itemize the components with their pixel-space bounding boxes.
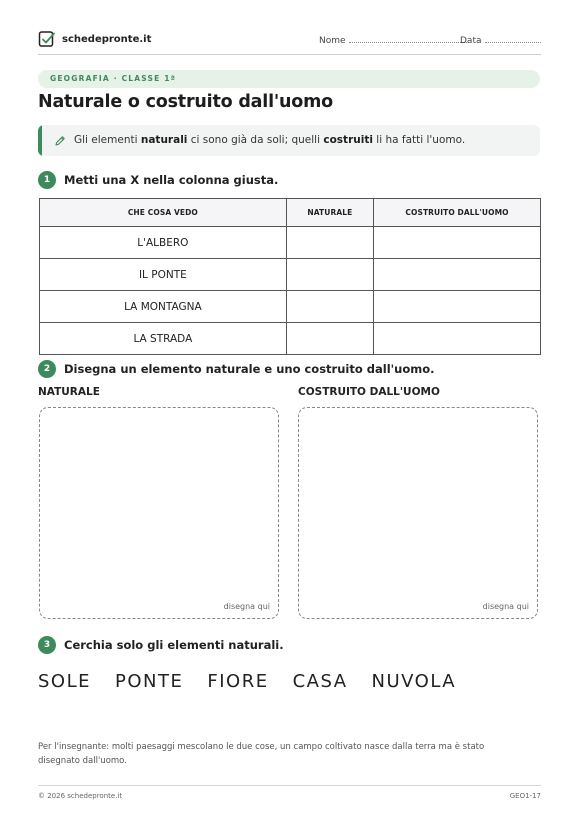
- subject-label: GEOGRAFIA · CLASSE 1ª: [50, 74, 177, 83]
- draw-hint: disegna qui: [223, 602, 270, 611]
- subject-pill: [38, 70, 540, 88]
- date-line: [485, 34, 541, 43]
- section-3-heading: [38, 636, 284, 654]
- table-row: [40, 291, 541, 323]
- word-item[interactable]: FIORE: [207, 671, 269, 692]
- note-text: Gli elementi naturali ci sono già da soli; quelli costruiti li ha fatti l'uomo.: [74, 134, 466, 146]
- section-number: 2: [38, 360, 56, 378]
- page-header: [38, 28, 541, 55]
- column-header: COSTRUITO DALL'UOMO: [374, 199, 541, 227]
- brand: [38, 30, 151, 48]
- section-1-heading: [38, 171, 278, 189]
- page-title: Naturale o costruito dall'uomo: [38, 92, 333, 112]
- built-answer-cell[interactable]: [374, 259, 541, 291]
- section-number: 3: [38, 636, 56, 654]
- built-drawing-area[interactable]: [298, 407, 538, 619]
- section-title: Metti una X nella colonna giusta.: [64, 173, 279, 187]
- item-cell: L'ALBERO: [40, 227, 287, 259]
- teacher-note: Per l'insegnante: molti paesaggi mescolano le due cose, un campo coltivato nasce dalla terra ma è stato disegnato dall'uomo.: [38, 742, 485, 766]
- built-answer-cell[interactable]: [374, 227, 541, 259]
- section-number: 1: [38, 171, 56, 189]
- natural-answer-cell[interactable]: [286, 227, 373, 259]
- section-title: Cerchia solo gli elementi naturali.: [64, 638, 284, 652]
- item-cell: LA MONTAGNA: [40, 291, 287, 323]
- pencil-icon: [54, 135, 66, 147]
- column-header: NATURALE: [286, 199, 373, 227]
- natural-answer-cell[interactable]: [286, 323, 373, 355]
- word-list: [38, 671, 456, 692]
- worksheet-code: GEO1-17: [509, 792, 541, 800]
- brand-name: schedepronte.it: [62, 33, 152, 45]
- date-field[interactable]: [460, 34, 541, 46]
- natural-answer-cell[interactable]: [286, 259, 373, 291]
- table-row: [40, 259, 541, 291]
- natural-box-label: NATURALE: [38, 386, 100, 398]
- info-note: [38, 125, 540, 156]
- section-title: Disegna un elemento naturale e uno costruito dall'uomo.: [64, 362, 435, 376]
- natural-answer-cell[interactable]: [286, 291, 373, 323]
- name-line: [349, 34, 469, 43]
- natural-drawing-area[interactable]: [39, 407, 279, 619]
- item-cell: IL PONTE: [40, 259, 287, 291]
- note-accent-bar: [38, 125, 42, 156]
- word-item[interactable]: SOLE: [38, 671, 91, 692]
- draw-hint: disegna qui: [482, 602, 529, 611]
- word-item[interactable]: PONTE: [115, 671, 184, 692]
- word-item[interactable]: CASA: [292, 671, 348, 692]
- built-answer-cell[interactable]: [374, 291, 541, 323]
- section-2-heading: [38, 360, 435, 378]
- table-row: [40, 227, 541, 259]
- date-label: Data: [460, 36, 482, 46]
- name-field[interactable]: [319, 34, 469, 46]
- table-row: [40, 323, 541, 355]
- word-item[interactable]: NUVOLA: [371, 671, 457, 692]
- classification-table: [39, 198, 541, 355]
- checklist-logo-icon: [38, 30, 56, 48]
- table-header-row: [40, 199, 541, 227]
- copyright: © 2026 schedepronte.it: [38, 792, 123, 800]
- name-label: Nome: [319, 36, 346, 46]
- built-answer-cell[interactable]: [374, 323, 541, 355]
- column-header: CHE COSA VEDO: [40, 199, 287, 227]
- page-footer: [38, 785, 541, 800]
- item-cell: LA STRADA: [40, 323, 287, 355]
- built-box-label: COSTRUITO DALL'UOMO: [298, 386, 440, 398]
